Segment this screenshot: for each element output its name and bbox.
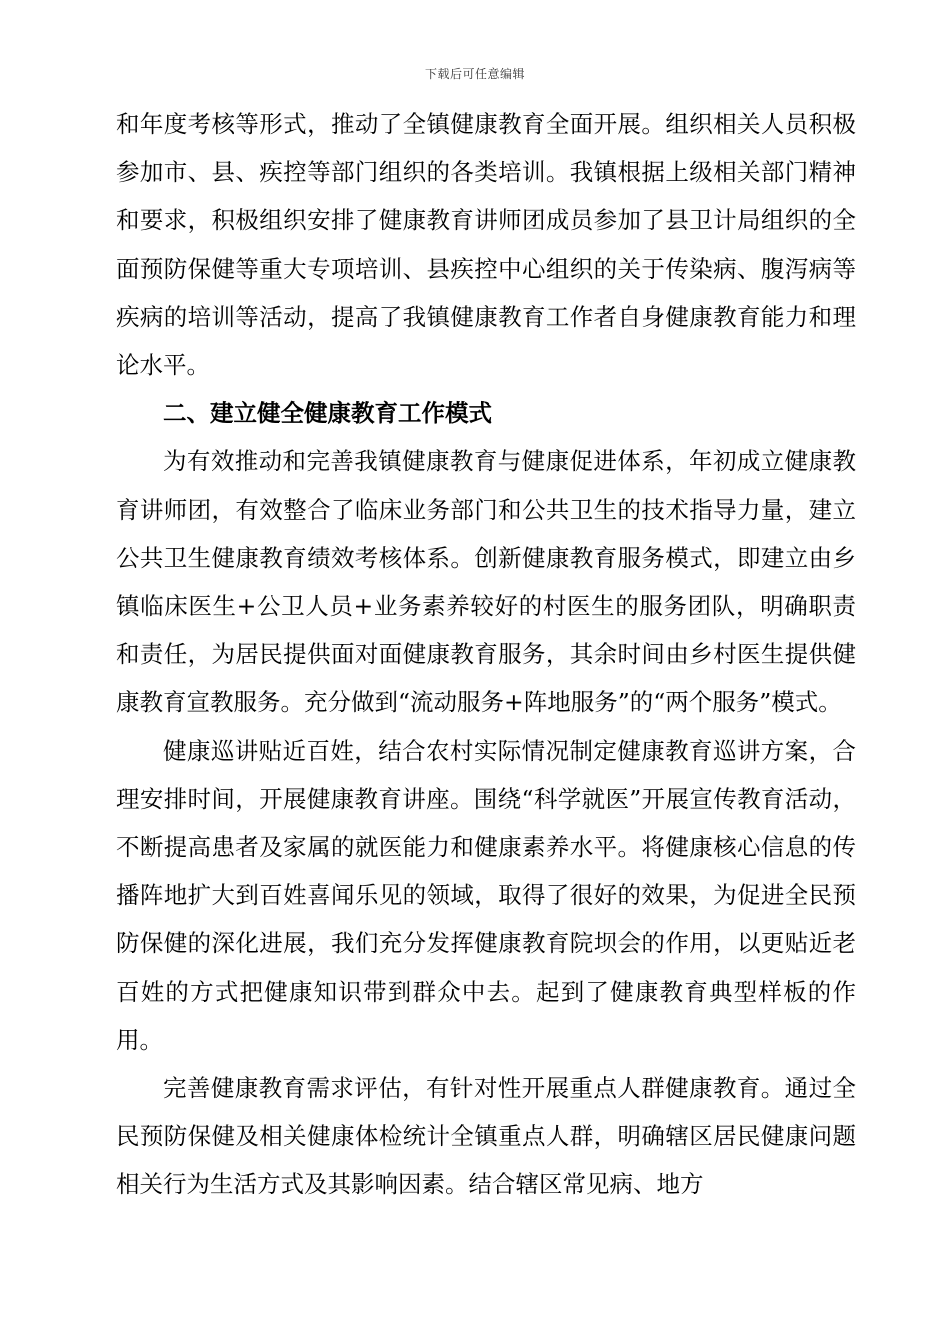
paragraph-work-model: 为有效推动和完善我镇健康教育与健康促进体系，年初成立健康教育讲师团，有效整合了临床业务部门和公共卫生的技术指导力量，建立公共卫生健康教育绩效考核体系。创新健康教育服务模式，即建立由乡镇临床医生+公卫人员+业务素养较好的村医生的服务团队，明确职责和责任，为居民提供面对面健康教育服务，其余时间由乡村医生提供健康教育宣教服务。充分做到“流动服务+阵地服务”的“两个服务”模式。 <box>116 447 856 717</box>
paragraph-needs-assessment: 完善健康教育需求评估，有针对性开展重点人群健康教育。通过全民预防保健及相关健康体检统计全镇重点人群，明确辖区居民健康问题相关行为生活方式及其影响因素。结合辖区常见病、地方 <box>116 1074 856 1199</box>
header-note: 下载后可任意编辑 <box>424 67 525 81</box>
section-heading: 二、建立健全健康教育工作模式 <box>163 399 492 428</box>
paragraph-continuation: 和年度考核等形式，推动了全镇健康教育全面开展。组织相关人员积极参加市、县、疾控等部门组织的各类培训。我镇根据上级相关部门精神和要求，积极组织安排了健康教育讲师团成员参加了县卫计局组织的全面预防保健等重大专项培训、县疾控中心组织的关于传染病、腹泻病等疾病的培训等活动，提高了我镇健康教育工作者自身健康教育能力和理论水平。 <box>116 110 856 380</box>
document-body <box>116 100 856 1209</box>
paragraph-health-lectures: 健康巡讲贴近百姓，结合农村实际情况制定健康教育巡讲方案，合理安排时间，开展健康教育讲座。围绕“科学就医”开展宣传教育活动，不断提高患者及家属的就医能力和健康素养水平。将健康核心信息的传播阵地扩大到百姓喜闻乐见的领域，取得了很好的效果，为促进全民预防保健的深化进展，我们充分发挥健康教育院坝会的作用，以更贴近老百姓的方式把健康知识带到群众中去。起到了健康教育典型样板的作用。 <box>116 736 856 1054</box>
